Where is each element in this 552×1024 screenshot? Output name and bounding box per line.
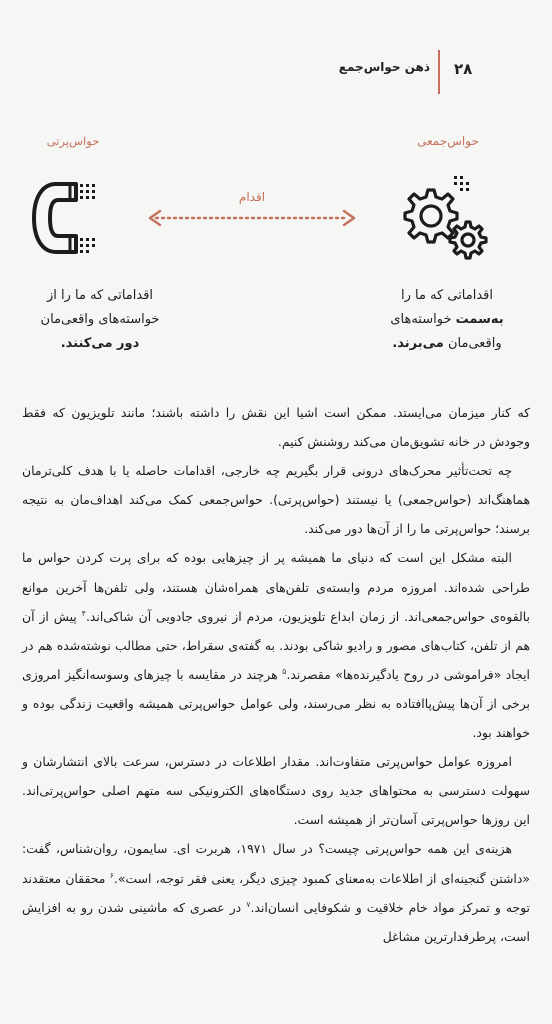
traction-caption	[362, 284, 532, 356]
paragraph: که کنار میزمان می‌ایستد. ممکن است اشیا این نقش را داشته باشند؛ مانند تلویزیون که فقط وجودش در خانه تشویق‌مان می‌کند روشنش کنیم.	[22, 405, 530, 450]
paragraph: چه تحت‌تأثیر محرک‌های درونی قرار بگیریم چه خارجی، اقدامات حاصله یا با هدف کلی‌ترمان هماهنگ‌اند (حواس‌جمعی) یا نیستند (حواس‌پرتی). حواس‌جمعی کمک می‌کند اهداف‌مان به نتیجه برسند؛ حواس‌پرتی ما را از آن‌ها دور می‌کند.	[22, 463, 530, 537]
distraction-caption-bold: دور می‌کنند.	[60, 336, 140, 351]
paragraph: امروزه عوامل حواس‌پرتی متفاوت‌اند. مقدار اطلاعات در دسترس، سرعت بالای انتشارشان و سهولت دسترسی به محتواهای جدید روی دستگاه‌های الکترونیکی سه متهم اصلی حواس‌پرتی‌اند. این روزها حواس‌پرتی آسان‌تر از همیشه است.	[22, 754, 530, 828]
gears-icon	[392, 172, 492, 264]
paragraph-text: یعنی فقر توجه، است».	[113, 870, 235, 886]
body-text	[22, 398, 530, 951]
footnote-marker: ۵	[282, 666, 287, 676]
distraction-caption-line: خواسته‌های واقعی‌مان	[40, 312, 160, 327]
traction-label: حواس‌جمعی	[417, 134, 479, 148]
paragraph-text: هزینه‌ی این همه حواس‌پرتی چیست؟ در سال ۱۹۷۱، هربرت ای. سایمون، روان‌شناس، گفت: «داشتن گنجینه‌ای از اطلاعات به‌معنای کمبود چیزی دیگر،	[22, 841, 530, 886]
action-arrow	[146, 190, 358, 232]
chapter-title: ذهن حواس‌جمع	[338, 60, 430, 74]
footnote-marker: ۷	[246, 899, 251, 909]
footnote-marker: ۴	[81, 608, 86, 618]
traction-caption-text: خواسته‌های	[390, 312, 452, 327]
paragraph	[22, 543, 530, 747]
paragraph-text: البته مشکل این است که دنیای ما همیشه پر از چیزهایی بوده که برای پرت کردن حواس ما طراحی شده‌اند. امروزه مردم وابسته‌ی تلفن‌های همراه‌شان هستند، ولی تلفن‌ها آخرین موانع بالقوه‌ی حواس‌جمعی‌اند. از زمان ابداع تلویزیون، مردم از نیروی جادویی آن شاکی‌اند.	[22, 550, 530, 624]
traction-caption-bold: می‌برند.	[392, 336, 444, 351]
distraction-caption	[20, 284, 180, 356]
traction-caption-text: واقعی‌مان	[447, 336, 502, 351]
traction-caption-line: اقداماتی که ما را	[400, 288, 493, 303]
header-divider	[438, 50, 440, 94]
action-label: اقدام	[238, 190, 266, 204]
paragraph-text: محققان معتقدند توجه و تمرکز مواد خام خلاقیت و شکوفایی انسان‌اند.	[22, 870, 530, 915]
paragraph-text: در عصری که ماشینی شدن رو به افزایش است، پرطرفدارترین مشاغل	[22, 899, 530, 944]
traction-caption-bold: به‌سمت	[455, 312, 504, 327]
paragraph-text: پیش از آن هم از تلفن، کتاب‌های مصور و رادیو شاکی بودند. به گفته‌ی سقراط، حتی مطالب نوشته‌شده هم در ایجاد «فراموشی در روح یادگیرنده‌ها» مقصرند.	[22, 608, 530, 682]
double-arrow-icon	[146, 208, 358, 228]
distraction-label: حواس‌پرتی	[46, 134, 100, 148]
footnote-marker: ۶	[109, 870, 114, 880]
distraction-caption-line: اقداماتی که ما را از	[46, 288, 154, 303]
page-number: ۲۸	[454, 60, 473, 78]
paragraph	[22, 834, 530, 950]
magnet-icon	[30, 178, 102, 258]
paragraph-text: هرچند در مقایسه با چیزهای وسوسه‌انگیز امروزی برخی از آن‌ها پیش‌پاافتاده به نظر می‌رسند، ولی عوامل حواس‌پرتی همیشه واقعیت زندگی بوده و خواهند بود.	[22, 666, 530, 741]
